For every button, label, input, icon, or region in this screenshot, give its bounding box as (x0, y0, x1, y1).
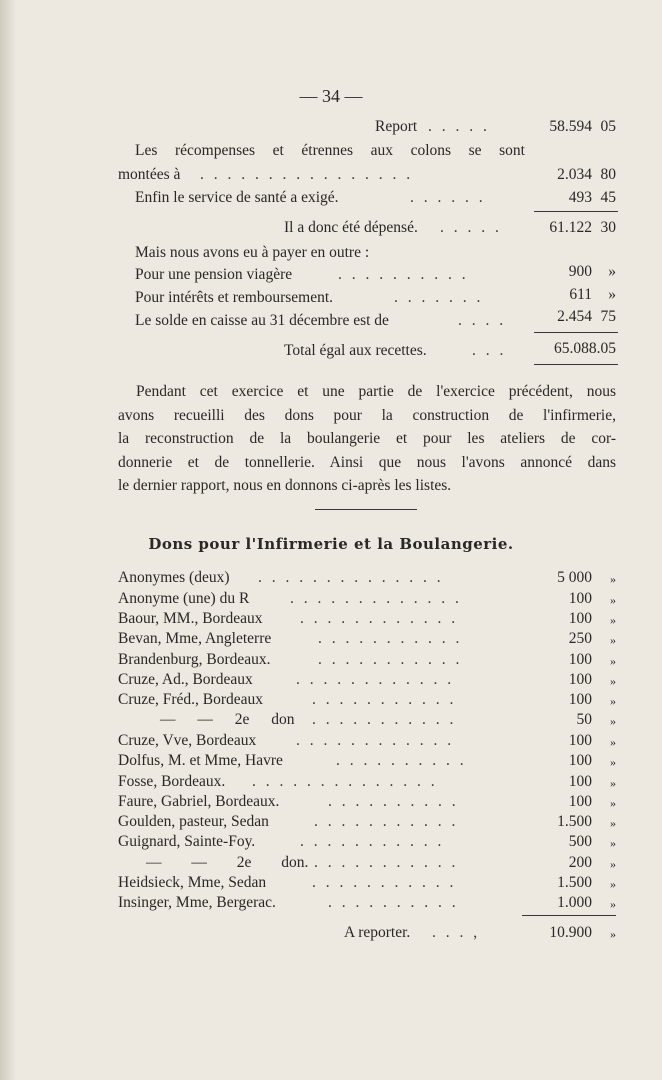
donor-name: Baour, MM., Bordeaux (118, 610, 263, 627)
pension-dots: . . . . . . . . . . (338, 266, 469, 283)
carry-forward-label: A reporter. (344, 924, 411, 941)
total-receipts-label: Total égal aux recettes. (284, 342, 427, 359)
rewards-label-line2: montées à (118, 166, 181, 183)
donor-dots: . . . . . . . . . . . (314, 854, 459, 871)
health-service-amount: 493 (568, 189, 592, 206)
donor-amount: 100 (568, 671, 592, 688)
donor-name: Bevan, Mme, Angleterre (118, 630, 272, 647)
total-spent-dots: . . . . . (440, 219, 502, 236)
donor-mark: » (610, 633, 616, 647)
final-total-rule-top (534, 332, 618, 333)
donor-name: Goulden, pasteur, Sedan (118, 813, 269, 830)
donor-dots: . . . . . . . . . . . (312, 711, 457, 728)
total-spent-cents: 30 (600, 219, 616, 236)
donor-amount: 1.000 (557, 894, 592, 911)
donor-mark: » (610, 714, 616, 728)
donor-dots: . . . . . . . . . . (328, 793, 459, 810)
donor-name: Insinger, Mme, Bergerac. (118, 894, 276, 911)
donor-name: Faure, Gabriel, Bordeaux. (118, 793, 280, 810)
donor-dots: . . . . . . . . . . (336, 752, 467, 769)
donor-amount: 100 (568, 732, 592, 749)
donor-name: Anonymes (deux) (118, 569, 230, 586)
donor-name: — — 2e don (160, 711, 295, 728)
donor-mark: » (610, 796, 616, 810)
donor-dots: . . . . . . . . . . . (314, 813, 459, 830)
report-dots: . . . . . (428, 118, 490, 135)
final-total-rule-bottom (534, 364, 618, 365)
carry-forward-mark: » (610, 927, 616, 941)
report-amount: 58.594 (549, 118, 592, 135)
total-spent-label: Il a donc été dépensé. (284, 219, 418, 236)
donor-amount: 1.500 (557, 813, 592, 830)
donor-amount: 500 (568, 833, 592, 850)
donor-dots: . . . . . . . . . . . . . . (258, 569, 444, 586)
carry-forward-dots: . . . , (432, 924, 481, 941)
page-number: — 34 — (299, 86, 363, 106)
paragraph-line: avons recueilli des dons pour la construction de l'infirmerie, (118, 406, 616, 424)
pension-cents: » (608, 263, 616, 280)
donor-mark: » (610, 674, 616, 688)
donor-name: Cruze, Fréd., Bordeaux (118, 691, 264, 708)
rewards-cents: 80 (600, 166, 616, 183)
health-service-dots: . . . . . . (410, 189, 486, 206)
donor-name: Fosse, Bordeaux. (118, 773, 226, 790)
donor-amount: 250 (568, 630, 592, 647)
donor-dots: . . . . . . . . . . . (318, 630, 463, 647)
interest-label: Pour intérêts et remboursement. (135, 289, 334, 306)
donor-mark: » (610, 654, 616, 668)
paragraph-line: le dernier rapport, nous en donnons ci-après les listes. (118, 477, 452, 494)
donor-mark: » (610, 877, 616, 891)
donor-amount: 100 (568, 590, 592, 607)
donor-mark: » (610, 897, 616, 911)
subtotal-rule (534, 211, 618, 212)
cash-balance-cents: 75 (600, 308, 616, 325)
donor-dots: . . . . . . . . . . . (312, 691, 457, 708)
donor-name: Cruze, Vve, Bordeaux (118, 732, 257, 749)
cash-balance-amount: 2.454 (557, 308, 592, 325)
donor-mark: » (610, 735, 616, 749)
donor-mark: » (610, 816, 616, 830)
donor-mark: » (610, 755, 616, 769)
health-service-cents: 45 (600, 189, 616, 206)
donor-amount: 5 000 (557, 569, 592, 586)
donor-amount: 50 (576, 711, 592, 728)
paragraph-line: Pendant cet exercice et une partie de l'exercice précédent, nous (136, 383, 616, 400)
donor-name: Dolfus, M. et Mme, Havre (118, 752, 283, 769)
donor-mark: » (610, 694, 616, 708)
donor-name: Heidsieck, Mme, Sedan (118, 874, 267, 891)
donor-dots: . . . . . . . . . . . (318, 651, 463, 668)
health-service-label: Enfin le service de santé a exigé. (135, 189, 339, 206)
donor-mark: » (610, 776, 616, 790)
donor-amount: 100 (568, 793, 592, 810)
interest-dots: . . . . . . . (394, 289, 484, 306)
donor-amount: 100 (568, 691, 592, 708)
rewards-dots: . . . . . . . . . . . . . . . . (200, 166, 414, 183)
donor-mark: » (610, 572, 616, 586)
carry-forward-amount: 10.900 (549, 924, 592, 941)
donor-mark: » (610, 613, 616, 627)
rewards-amount: 2.034 (557, 166, 592, 183)
total-receipts-dots: . . . (472, 342, 507, 359)
donor-dots: . . . . . . . . . . . . (296, 732, 455, 749)
donor-amount: 200 (568, 854, 592, 871)
donor-amount: 100 (568, 610, 592, 627)
donor-amount: 100 (568, 773, 592, 790)
donor-dots: . . . . . . . . . . (328, 894, 459, 911)
paragraph-line: donnerie et de tonnellerie. Ainsi que nous l'avons annoncé dans (118, 453, 616, 471)
donor-dots: . . . . . . . . . . . (300, 833, 445, 850)
section-heading: Dons pour l'Infirmerie et la Boulangerie. (148, 535, 514, 553)
total-receipts-amount: 65.088.05 (554, 340, 616, 357)
rewards-label-line1 (135, 142, 525, 160)
additional-payments-label: Mais nous avons eu à payer en outre : (135, 244, 370, 261)
donor-dots: . . . . . . . . . . . . (300, 610, 459, 627)
donor-dots: . . . . . . . . . . . . (296, 671, 455, 688)
report-label: Report (375, 118, 418, 135)
paragraph-line: la reconstruction de la boulangerie et pour les ateliers de cor- (118, 430, 616, 447)
interest-amount: 611 (569, 286, 592, 303)
donor-name: Guignard, Sainte-Foy. (118, 833, 256, 850)
donor-mark: » (610, 857, 616, 871)
section-divider (315, 509, 417, 510)
donor-amount: 100 (568, 752, 592, 769)
cash-balance-label: Le solde en caisse au 31 décembre est de (135, 312, 389, 329)
carry-forward-rule (522, 915, 616, 916)
rewards-label-text: Les récompenses et étrennes aux colons se sont (135, 142, 525, 159)
donor-amount: 100 (568, 651, 592, 668)
donor-name: Brandenburg, Bordeaux. (118, 651, 271, 668)
donor-name: — — 2e don. (146, 854, 309, 871)
donor-name: Cruze, Ad., Bordeaux (118, 671, 253, 688)
total-spent-amount: 61.122 (549, 219, 592, 236)
donor-dots: . . . . . . . . . . . . . . (252, 773, 438, 790)
interest-cents: » (608, 286, 616, 303)
donor-amount: 1.500 (557, 874, 592, 891)
body-paragraph (118, 380, 616, 498)
donor-mark: » (610, 593, 616, 607)
report-cents: 05 (600, 118, 616, 135)
donor-dots: . . . . . . . . . . . (312, 874, 457, 891)
cash-balance-dots: . . . . (458, 312, 507, 329)
donor-dots: . . . . . . . . . . . . . (290, 590, 462, 607)
pension-label: Pour une pension viagère (135, 266, 293, 283)
pension-amount: 900 (568, 263, 592, 280)
donor-name: Anonyme (une) du R (118, 590, 250, 607)
donor-mark: » (610, 836, 616, 850)
